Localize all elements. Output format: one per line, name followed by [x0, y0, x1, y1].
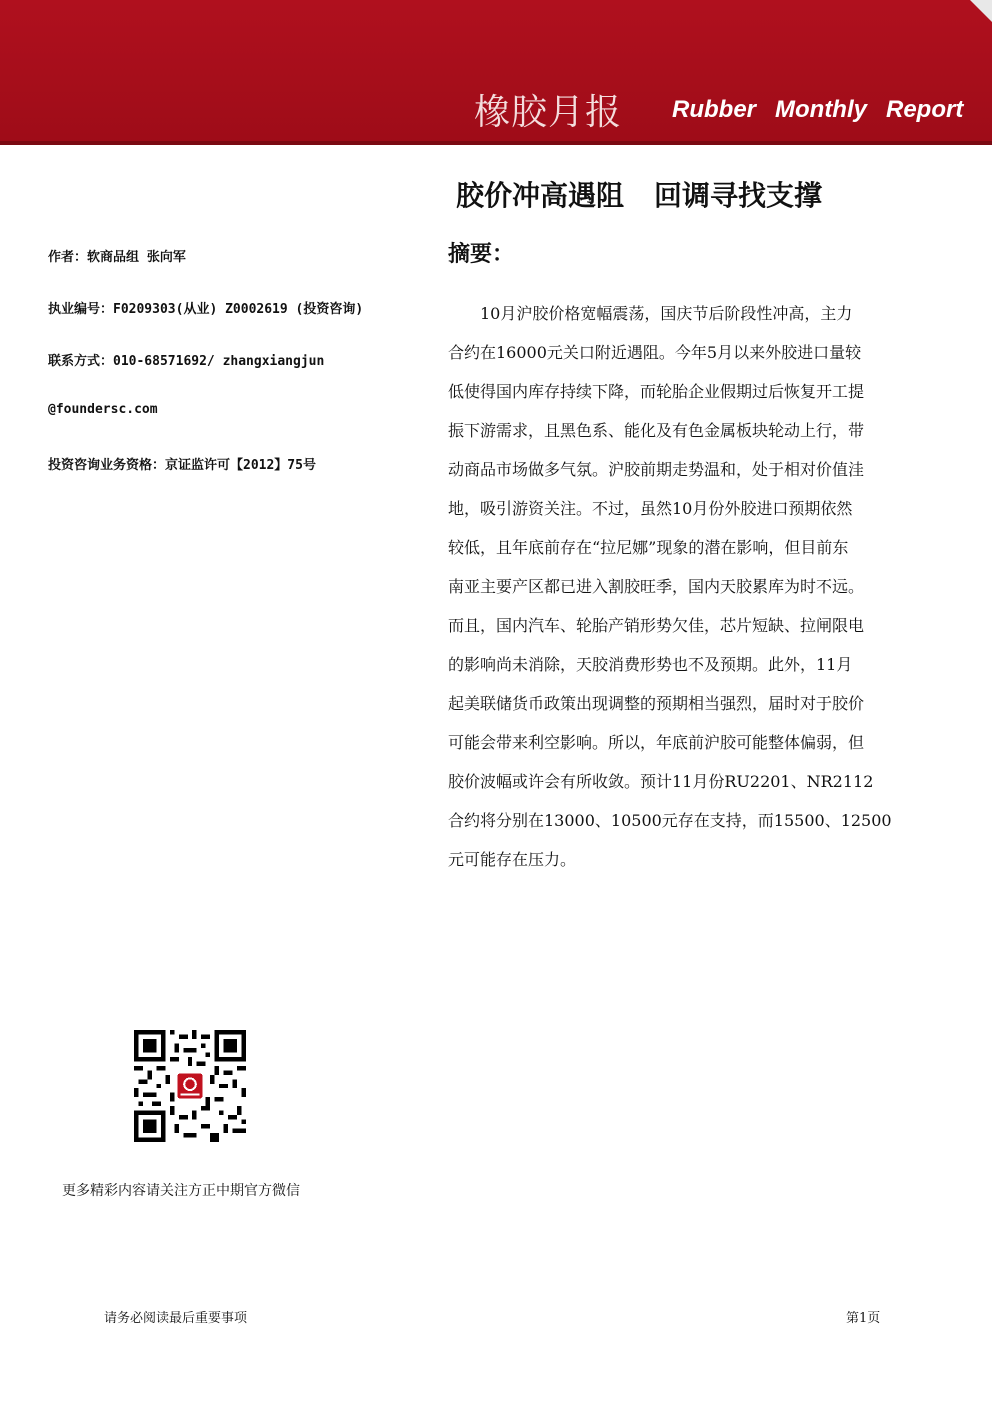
abstract-line: 的影响尚未消除，天胶消费形势也不及预期。此外，11月 — [448, 655, 853, 674]
abstract-line: 合约将分别在13000、10500元存在支持，而15500、12500 — [448, 811, 892, 830]
abstract-line: 10月沪胶价格宽幅震荡，国庆节后阶段性冲高，主力 — [448, 304, 853, 323]
report-type-en-word-3: Report — [886, 96, 964, 123]
footer-disclaimer-notice: 请务必阅读最后重要事项 — [104, 1311, 248, 1326]
page-corner-fold — [970, 0, 992, 22]
abstract-line: 地，吸引游资关注。不过，虽然10月份外胶进口预期依然 — [448, 499, 853, 518]
abstract-line: 而且，国内汽车、轮胎产销形势欠佳，芯片短缺、拉闸限电 — [448, 616, 865, 635]
license-number-line: 执业编号：F0209303(从业) Z0002619 (投资咨询) — [48, 302, 364, 317]
abstract-line: 胶价波幅或许会有所收敛。预计11月份RU2201、NR2112 — [448, 772, 874, 791]
abstract-line: 起美联储货币政策出现调整的预期相当强烈，届时对于胶价 — [448, 694, 865, 713]
report-type-title: 橡胶月报 — [474, 92, 623, 133]
report-type-en-word-1: Rubber — [672, 96, 756, 123]
page-number: 第1页 — [846, 1311, 881, 1326]
abstract-line: 南亚主要产区都已进入割胶旺季，国内天胶累库为时不远。 — [448, 577, 865, 596]
header-banner-underline — [0, 141, 992, 145]
report-type-en-word-2: Monthly — [775, 96, 867, 123]
report-headline — [456, 174, 852, 214]
email-domain-line: @foundersc.com — [48, 402, 158, 417]
abstract-line: 较低，且年底前存在“拉尼娜”现象的潜在影响，但目前东 — [448, 538, 849, 557]
abstract-line: 动商品市场做多气氛。沪胶前期走势温和，处于相对价值洼 — [448, 460, 865, 479]
contact-line: 联系方式：010-68571692/ zhangxiangjun — [48, 354, 325, 369]
qualification-line: 投资咨询业务资格：京证监许可【2012】75号 — [48, 458, 316, 473]
abstract-line: 振下游需求，且黑色系、能化及有色金属板块轮动上行，带 — [448, 421, 865, 440]
abstract-heading: 摘要： — [448, 242, 515, 267]
author-line: 作者：软商品组 张向军 — [48, 250, 186, 265]
abstract-line: 合约在16000元关口附近遇阻。今年5月以来外胶进口量较 — [448, 343, 862, 362]
headline-part-1: 胶价冲高遇阻 — [456, 179, 625, 212]
abstract-line: 低使得国内库存持续下降，而轮胎企业假期过后恢复开工提 — [448, 382, 865, 401]
abstract-line: 可能会带来利空影响。所以，年底前沪胶可能整体偏弱，但 — [448, 733, 865, 752]
headline-part-2: 回调寻找支撑 — [654, 179, 823, 212]
abstract-line: 元可能存在压力。 — [448, 850, 577, 869]
qr-caption: 更多精彩内容请关注方正中期官方微信 — [62, 1183, 300, 1199]
abstract-body — [448, 294, 918, 879]
wechat-qr-code — [134, 1030, 246, 1142]
